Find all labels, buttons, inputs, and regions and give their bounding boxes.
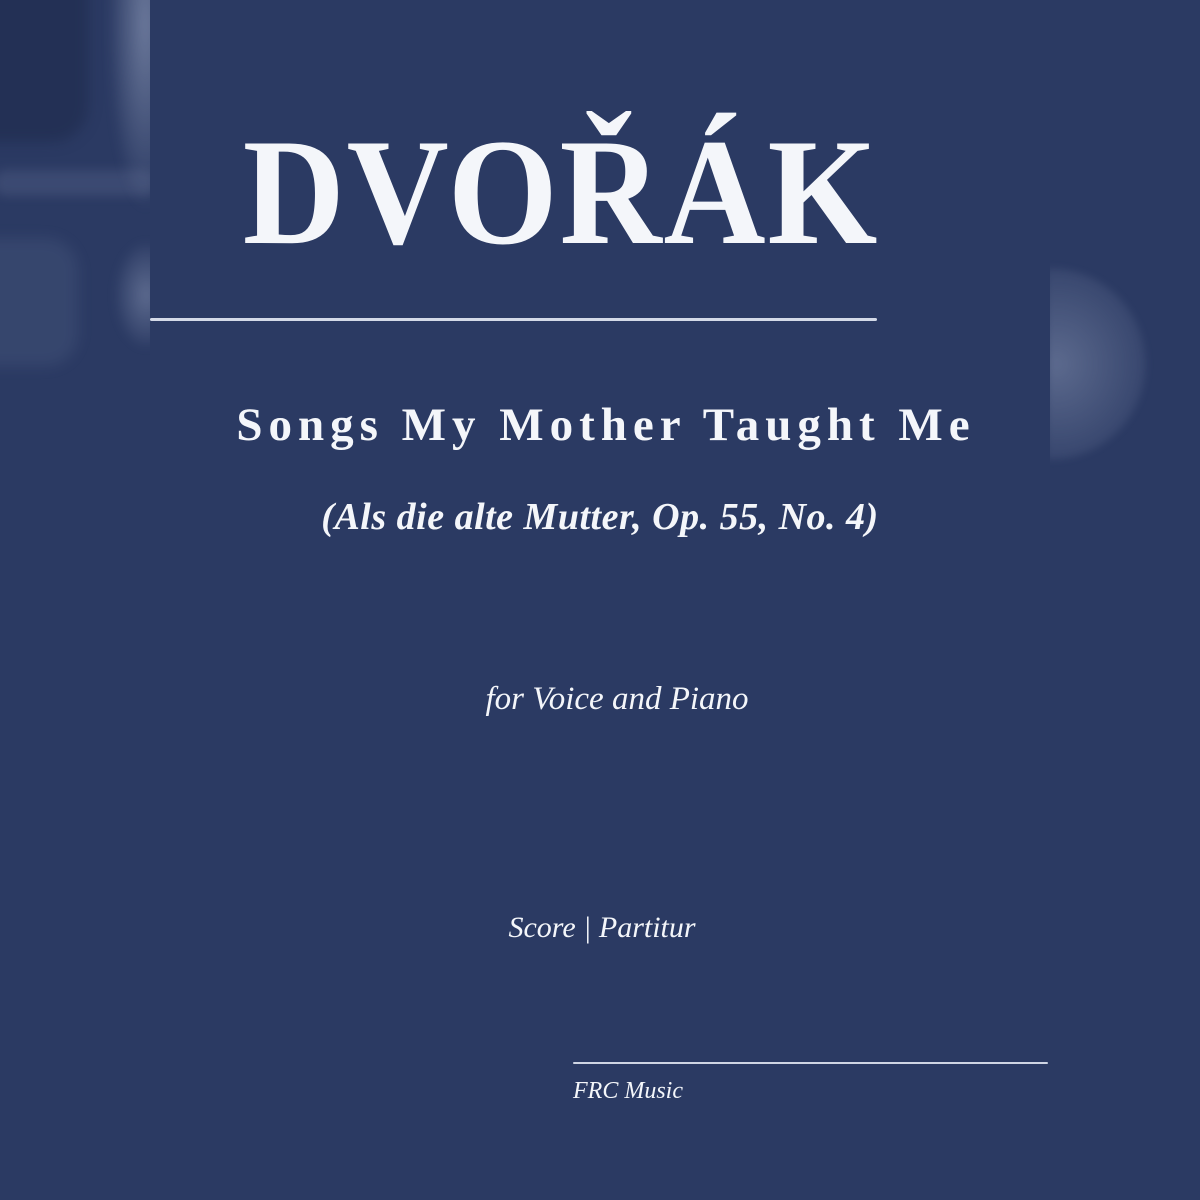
right-margin-backdrop xyxy=(1050,0,1200,1200)
edition-label: Score | Partitur xyxy=(508,911,696,944)
backdrop-glow-dotted-band xyxy=(0,170,150,196)
instrumentation-label: for Voice and Piano xyxy=(485,681,749,717)
publisher-name: FRC Music xyxy=(573,1078,683,1104)
publisher-divider-line xyxy=(573,1062,1048,1064)
backdrop-shade-mid-left xyxy=(0,238,78,366)
composer-name: DVOŘÁK xyxy=(242,108,880,276)
left-margin-backdrop xyxy=(0,0,150,1200)
work-title: Songs My Mother Taught Me xyxy=(236,399,976,451)
title-divider-line xyxy=(150,318,877,321)
work-subtitle: (Als die alte Mutter, Op. 55, No. 4) xyxy=(321,496,879,538)
backdrop-glow-mid-left xyxy=(90,232,150,372)
backdrop-shade-top-left xyxy=(0,0,88,142)
